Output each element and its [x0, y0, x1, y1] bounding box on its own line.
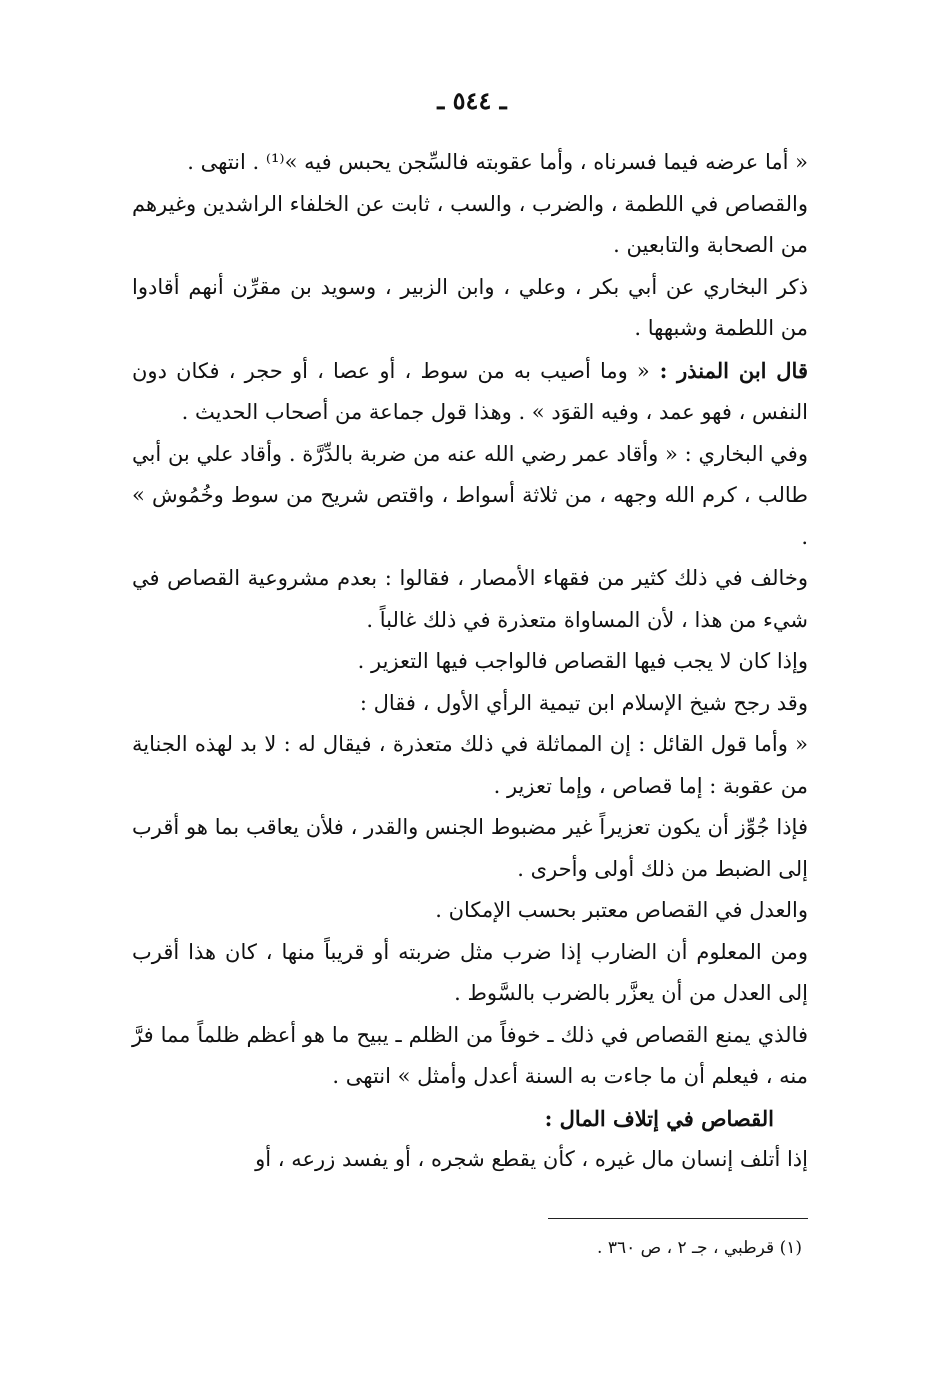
paragraph-8: وقد رجح شيخ الإسلام ابن تيمية الرأي الأول ، فقال :: [359, 690, 808, 715]
paragraph-9: « وأما قول القائل : إن المماثلة في ذلك متعذرة ، فيقال له : لا بد لهذه الجناية من عقوبة : إما قصاص ، وإما تعزير .: [132, 732, 808, 798]
paragraph-12: ومن المعلوم أن الضارب إذا ضرب مثل ضربته أو قريباً منها ، كان هذا أقرب إلى العدل من أن يعزَّر بالضرب بالسَّوط .: [132, 939, 808, 1005]
final-paragraph: إذا أتلف إنسان مال غيره ، كأن يقطع شجره ، أو يفسد زرعه ، أو: [255, 1147, 808, 1171]
footnote-divider: [548, 1218, 808, 1219]
paragraph-5: وفي البخاري : « وأقاد عمر رضي الله عنه من ضربة بالدِّرَّة . وأقاد علي بن أبي طالب ، كرم الله وجهه ، من ثلاثة أسواط ، واقتص شريح من سوط وخُمُوش » .: [132, 441, 808, 549]
footnote: (١) قرطبي ، جـ ٢ ، ص ٣٦٠ .: [597, 1238, 802, 1258]
paragraph-13: فالذي يمنع القصاص في ذلك ـ خوفاً من الظلم ـ يبيح ما هو أعظم ظلماً مما فرَّ منه ، فيعلم أن ما جاءت به السنة أعدل وأمثل » انتهى .: [132, 1022, 808, 1088]
paragraph-4: [132, 350, 808, 434]
speaker-lead: قال ابن المنذر :: [649, 357, 808, 383]
paragraph-1: « أما عرضه فيما فسرناه ، وأما عقوبته فالسِّجن يحبس فيه »⁽¹⁾ . انتهى .: [187, 150, 808, 174]
section-heading: القصاص في إتلاف المال :: [544, 1105, 774, 1131]
page-number: ـ ٥٤٤ ـ: [437, 86, 507, 115]
paragraph-2: والقصاص في اللطمة ، والضرب ، والسب ، ثابت عن الخلفاء الراشدين وغيرهم من الصحابة والتابعين .: [132, 191, 808, 257]
main-text: [132, 142, 808, 1181]
paragraph-10: فإذا جُوِّز أن يكون تعزيراً غير مضبوط الجنس والقدر ، فلأن يعاقب بما هو أقرب إلى الضبط من ذلك أولى وأحرى .: [132, 815, 808, 881]
paragraph-6: وخالف في ذلك كثير من فقهاء الأمصار ، فقالوا : بعدم مشروعية القصاص في شيء من هذا ، لأن المساواة متعذرة في ذلك غالباً .: [132, 566, 808, 632]
paragraph-11: والعدل في القصاص معتبر بحسب الإمكان .: [435, 898, 808, 922]
paragraph-3: ذكر البخاري عن أبي بكر ، وعلي ، وابن الزبير ، وسويد بن مقرِّن أنهم أقادوا من اللطمة وشبهها .: [132, 274, 808, 340]
paragraph-4-body: « وما أصيب به من سوط ، أو عصا ، أو حجر ، فكان دون النفس ، فهو عمد ، وفيه القوَد » . وهذا قول جماعة من أصحاب الحديث .: [132, 358, 808, 424]
paragraph-7: وإذا كان لا يجب فيها القصاص فالواجب فيها التعزير .: [357, 649, 808, 673]
